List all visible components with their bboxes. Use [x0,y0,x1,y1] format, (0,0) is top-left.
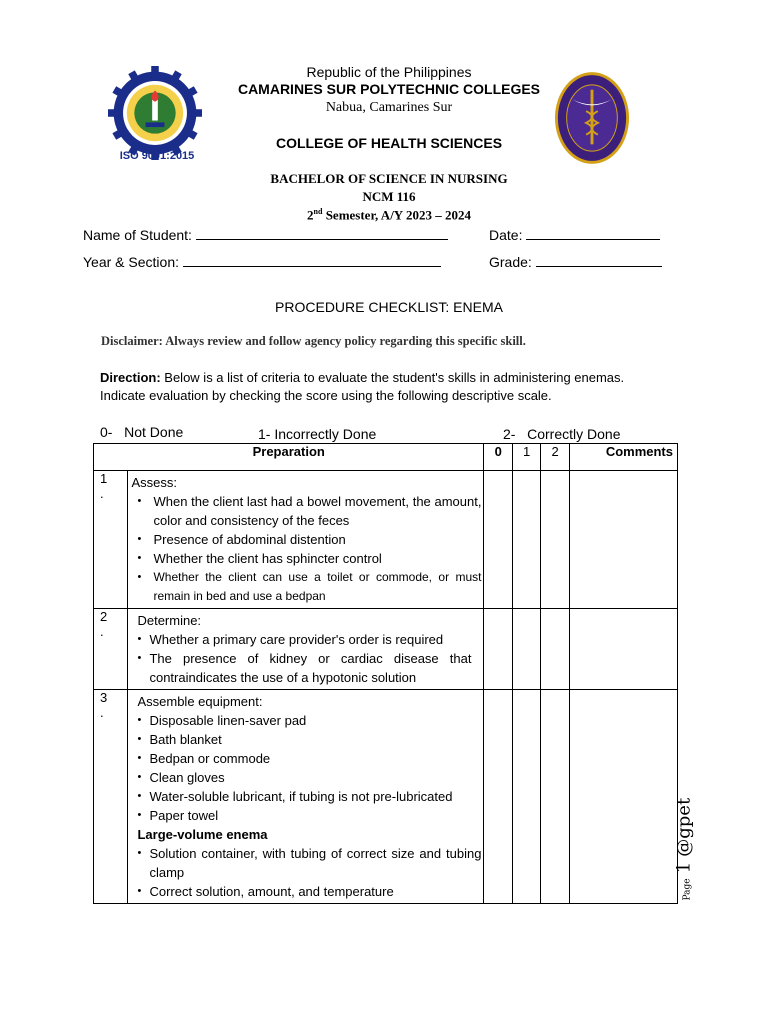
header-score-0: 0 [484,444,512,471]
header-comments: Comments [569,444,677,471]
list-item: • Correct solution, amount, and temperature [131,882,483,901]
row-criteria [128,471,484,609]
republic-line: Republic of the Philippines [306,64,472,80]
row-criteria [128,690,484,904]
list-item: • Paper towel [131,806,483,825]
grade-line[interactable] [536,252,662,267]
header-score-1: 1 [512,444,540,471]
direction-text: Direction: Below is a list of criteria to evaluate the student's skills in administering enemas. Indicate evaluation by checking the score using the following descriptive scale. [100,370,625,403]
score-0-cell[interactable] [484,690,512,904]
direction-label: Direction: [100,370,161,385]
row-number: 3 . [94,690,128,904]
score-2-cell[interactable] [541,609,569,690]
score-1-cell[interactable] [512,690,540,904]
row-criteria [128,609,484,690]
date-line[interactable] [526,225,660,240]
disclaimer: Disclaimer: Always review and follow agency policy regarding this specific skill. [101,334,526,348]
scale-1: 1- Incorrectly Done [258,426,377,442]
cspc-logo [108,66,202,160]
header-score-2: 2 [541,444,569,471]
program-title: BACHELOR OF SCIENCE IN NURSING [270,171,508,186]
grade-label: Grade: [489,254,532,270]
list-item: • Presence of abdominal distention [131,530,483,549]
row-heading: Determine: [137,613,202,628]
comments-cell[interactable] [569,471,677,609]
table-row [94,471,678,609]
list-item: • Whether a primary care provider's order is required [131,630,483,649]
student-name-field[interactable] [83,225,448,243]
iso-label: ISO 9001:2015 [119,150,195,162]
college-location: Nabua, Camarines Sur [325,100,453,115]
table-header-row [94,444,678,471]
comments-cell[interactable] [569,609,677,690]
list-item: • Solution container, with tubing of correct size and tubing clamp [131,844,483,882]
date-field[interactable] [489,225,660,243]
row-heading: Assemble equipment: [137,694,263,709]
year-section-line[interactable] [183,252,441,267]
student-name-label: Name of Student: [83,227,192,243]
table-row [94,609,678,690]
grade-field[interactable] [489,252,662,270]
table-row [94,690,678,904]
row-number: 1 . [94,471,128,609]
list-item: • Bath blanket [131,730,483,749]
row-heading: Assess: [131,475,177,490]
score-0-cell[interactable] [484,471,512,609]
row-subheading: Large-volume enema [137,827,268,842]
list-item: • The presence of kidney or cardiac disease that contraindicates the use of a hypotonic solution [131,649,483,687]
year-section-field[interactable] [83,252,441,270]
checklist-title: PROCEDURE CHECKLIST: ENEMA [275,299,503,315]
semester-line: 2nd Semester, A/Y 2023 – 2024 [307,207,471,223]
checklist-table [93,443,678,904]
college-name: CAMARINES SUR POLYTECHNIC COLLEGES [237,81,541,97]
score-1-cell[interactable] [512,609,540,690]
scale-2: 2- Correctly Done [503,426,621,442]
list-item: • Bedpan or commode [131,749,483,768]
list-item: • Whether the client can use a toilet or commode, or must remain in bed and use a bedpan [131,568,483,606]
date-label: Date: [489,227,523,243]
department-title: COLLEGE OF HEALTH SCIENCES [275,135,503,151]
list-item: • Disposable linen-saver pad [131,711,483,730]
row-number: 2 . [94,609,128,690]
score-2-cell[interactable] [541,690,569,904]
list-item: • Clean gloves [131,768,483,787]
header-preparation: Preparation [94,444,484,471]
score-1-cell[interactable] [512,471,540,609]
list-item: • When the client last had a bowel movement, the amount, color and consistency of the feces [131,492,483,530]
score-2-cell[interactable] [541,471,569,609]
list-item: • Whether the client has sphincter control [131,549,483,568]
scale-0: 0- Not Done [100,424,184,440]
student-name-line[interactable] [196,225,448,240]
course-code: NCM 116 [362,189,416,204]
comments-cell[interactable] [569,690,677,904]
list-item: • Water-soluble lubricant, if tubing is not pre-lubricated [131,787,483,806]
page-number: Page 1 @gpet [673,797,695,901]
year-section-label: Year & Section: [83,254,179,270]
score-0-cell[interactable] [484,609,512,690]
